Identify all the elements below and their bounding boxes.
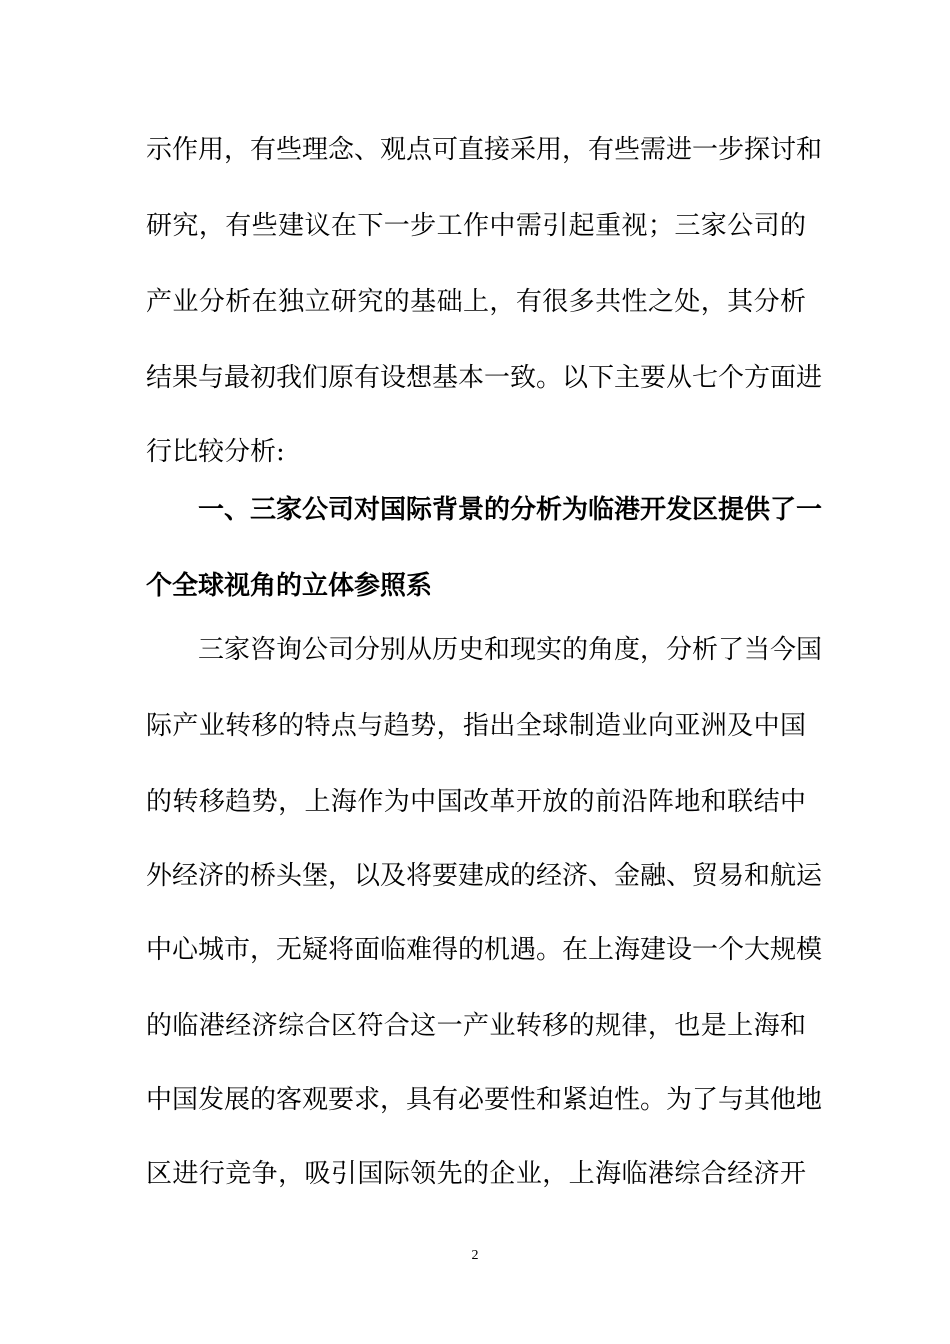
section-heading-line-1: 一、三家公司对国际背景的分析为临港开发区提供了一 (198, 495, 823, 525)
paragraph2-line-6: 的临港经济综合区符合这一产业转移的规律，也是上海和 (146, 1011, 806, 1041)
paragraph2-line-5: 中心城市，无疑将面临难得的机遇。在上海建设一个大规模 (146, 935, 823, 965)
paragraph2-line-3: 的转移趋势，上海作为中国改革开放的前沿阵地和联结中 (146, 787, 806, 817)
section-heading-line-2: 个全球视角的立体参照系 (146, 571, 433, 601)
paragraph1-line-2: 研究，有些建议在下一步工作中需引起重视；三家公司的 (146, 211, 806, 241)
paragraph1-line-5: 行比较分析: (146, 437, 285, 467)
paragraph2-line-1: 三家咨询公司分别从历史和现实的角度，分析了当今国 (198, 635, 823, 665)
paragraph2-line-7: 中国发展的客观要求，具有必要性和紧迫性。为了与其他地 (146, 1085, 823, 1115)
paragraph2-line-4: 外经济的桥头堡，以及将要建成的经济、金融、贸易和航运 (146, 861, 823, 891)
paragraph1-line-4: 结果与最初我们原有设想基本一致。以下主要从七个方面进 (146, 363, 823, 393)
paragraph2-line-2: 际产业转移的特点与趋势，指出全球制造业向亚洲及中国 (146, 711, 806, 741)
paragraph1-line-3: 产业分析在独立研究的基础上，有很多共性之处，其分析 (146, 287, 806, 317)
page-number: 2 (471, 1248, 479, 1263)
paragraph1-line-1: 示作用，有些理念、观点可直接采用，有些需进一步探讨和 (146, 135, 823, 165)
paragraph2-line-8: 区进行竞争，吸引国际领先的企业，上海临港综合经济开 (146, 1159, 806, 1189)
